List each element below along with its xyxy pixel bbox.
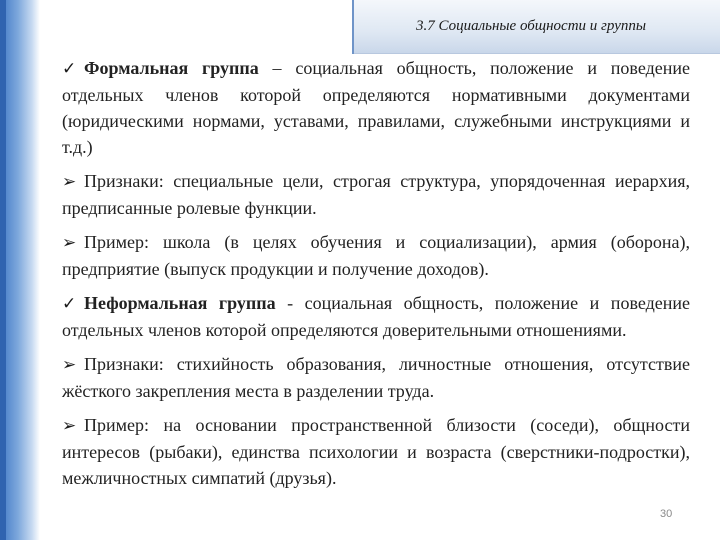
informal-example-text: Пример: на основании пространственной близости (соседи), общности интересов (рыбаки), единства психологии и возраста (сверстники-подростки), межличностных симпатий (друзья). [62, 415, 690, 488]
term-formal-group: Формальная группа [84, 58, 259, 78]
slide-content [62, 55, 690, 499]
definition-formal-group: – социальная общность, положение и поведение отдельных членов которой определяются нормативными документами (юридическими нормами, уставами, правилами, служебными инструкциями и т.д.) [62, 58, 690, 157]
paragraph-formal-example [62, 229, 690, 282]
arrow-bullet-icon: ➢ [62, 233, 77, 253]
header-divider [352, 0, 354, 54]
left-decorative-bar [0, 0, 40, 540]
paragraph-informal-group [62, 290, 690, 343]
arrow-bullet-icon: ➢ [62, 416, 77, 436]
paragraph-informal-example [62, 412, 690, 491]
term-informal-group: Неформальная группа [84, 293, 276, 313]
formal-example-text: Пример: школа (в целях обучения и социализации), армия (оборона), предприятие (выпуск продукции и получение доходов). [62, 232, 690, 279]
definition-informal-group: - социальная общность, положение и поведение отдельных членов которой определяются доверительными отношениями. [62, 293, 690, 340]
informal-signs-text: Признаки: стихийность образования, личностные отношения, отсутствие жёсткого закрепления места в разделении труда. [62, 354, 690, 401]
paragraph-informal-signs [62, 351, 690, 404]
formal-signs-text: Признаки: специальные цели, строгая структура, упорядоченная иерархия, предписанные ролевые функции. [62, 171, 690, 218]
paragraph-formal-signs [62, 168, 690, 221]
arrow-bullet-icon: ➢ [62, 172, 77, 192]
checkmark-icon: ✓ [62, 59, 77, 79]
arrow-bullet-icon: ➢ [62, 355, 77, 375]
checkmark-icon: ✓ [62, 294, 77, 314]
paragraph-formal-group [62, 55, 690, 160]
slide-title: 3.7 Социальные общности и группы [415, 18, 647, 34]
page-number: 30 [660, 508, 673, 520]
